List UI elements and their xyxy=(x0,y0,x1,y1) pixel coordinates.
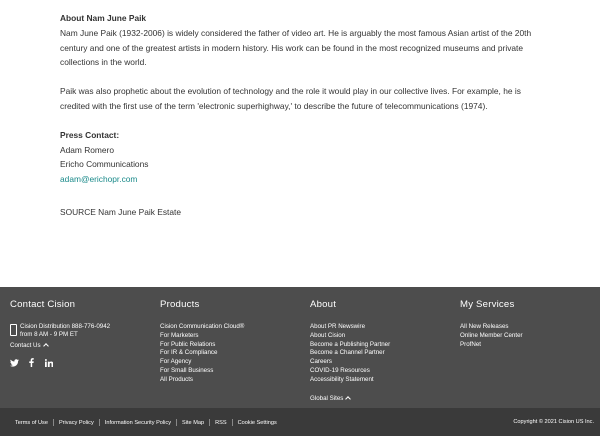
footer-products-column xyxy=(160,299,245,383)
legal-links xyxy=(15,419,277,426)
footer-phone-line1: Cision Distribution 888-776-0942 xyxy=(20,323,111,330)
divider xyxy=(209,419,210,426)
footer-link[interactable]: About PR Newswire xyxy=(310,323,366,330)
about-heading: About Nam June Paik xyxy=(60,13,147,23)
terms-of-use-link[interactable]: Terms of Use xyxy=(15,419,48,426)
footer-link[interactable]: For IR & Compliance xyxy=(160,349,218,357)
divider xyxy=(176,419,177,426)
footer-link[interactable]: For Marketers xyxy=(160,331,199,339)
divider xyxy=(53,419,54,426)
footer-services-title: My Services xyxy=(460,299,515,310)
footer-phone-line2: from 8 AM - 9 PM ET xyxy=(20,331,78,339)
footer-link[interactable]: About Cision xyxy=(310,331,346,339)
divider xyxy=(99,419,100,426)
global-sites-label: Global Sites xyxy=(310,395,344,402)
footer-link[interactable]: ProfNet xyxy=(460,340,481,348)
footer-contact-title: Contact Cision xyxy=(10,299,76,310)
footer-services-list xyxy=(460,323,600,349)
chevron-up-icon xyxy=(346,396,352,402)
rss-link[interactable]: RSS xyxy=(215,419,227,426)
footer-link[interactable]: All New Releases xyxy=(460,323,509,330)
twitter-icon[interactable] xyxy=(10,359,19,367)
footer-services-column xyxy=(460,299,523,348)
privacy-policy-link[interactable]: Privacy Policy xyxy=(58,419,94,426)
linkedin-icon[interactable] xyxy=(45,359,53,367)
press-contact-company: Ericho Communications xyxy=(60,159,149,170)
footer-link[interactable]: For Small Business xyxy=(160,366,214,374)
global-sites-link[interactable] xyxy=(310,395,350,402)
footer-products-title: Products xyxy=(160,299,200,310)
phone-icon xyxy=(10,324,17,336)
chevron-up-icon xyxy=(43,343,49,349)
footer-about-list xyxy=(310,323,450,385)
footer-link[interactable]: COVID-19 Resources xyxy=(310,366,370,374)
contact-us-label: Contact Us xyxy=(10,342,41,349)
footer-link[interactable]: All Products xyxy=(160,375,194,383)
information-security-policy-link[interactable]: Information Security Policy xyxy=(104,419,171,426)
footer-contact-column xyxy=(10,299,111,349)
footer-link[interactable]: For Public Relations xyxy=(160,340,216,348)
press-contact-name: Adam Romero xyxy=(60,144,114,155)
prophetic-text: Paik was also prophetic about the evolution of technology and the role it would play in our collective lives. For example, he is credited with the first use of the term 'electronic superhighway,' to describe the future of telecommunications (1974). xyxy=(60,86,521,111)
footer-link[interactable]: Cision Communication Cloud® xyxy=(160,323,245,330)
contact-us-link[interactable] xyxy=(10,342,48,349)
footer-link[interactable]: Accessibility Statement xyxy=(310,375,374,383)
footer-about-title: About xyxy=(310,299,337,310)
legal-bar xyxy=(0,408,600,436)
copyright: Copyright © 2021 Cision US Inc. xyxy=(513,419,594,425)
footer-link[interactable]: Careers xyxy=(310,358,333,366)
facebook-icon[interactable] xyxy=(29,358,34,367)
footer-link[interactable]: Become a Publishing Partner xyxy=(310,340,391,348)
site-footer xyxy=(0,287,600,408)
press-contact-heading: Press Contact: xyxy=(60,129,120,140)
about-text: Nam June Paik (1932-2006) is widely considered the father of video art. He is arguably the most famous Asian artist of the 20th century and one of the greatest artists in modern history. His work can be found in the most recognized museums and private collections in the world. xyxy=(60,27,532,68)
footer-link[interactable]: For Agency xyxy=(160,358,192,366)
footer-link[interactable]: Online Member Center xyxy=(460,331,523,339)
divider xyxy=(232,419,233,426)
footer-products-list xyxy=(160,323,300,385)
footer-link[interactable]: Become a Channel Partner xyxy=(310,349,385,357)
site-map-link[interactable]: Site Map xyxy=(182,419,205,426)
press-contact-email-link[interactable]: adam@erichopr.com xyxy=(60,174,138,185)
source-line: SOURCE Nam June Paik Estate xyxy=(60,206,182,217)
cookie-settings-link[interactable]: Cookie Settings xyxy=(237,419,277,426)
footer-about-column xyxy=(310,299,391,402)
article-body xyxy=(60,11,550,220)
social-links xyxy=(10,354,59,372)
